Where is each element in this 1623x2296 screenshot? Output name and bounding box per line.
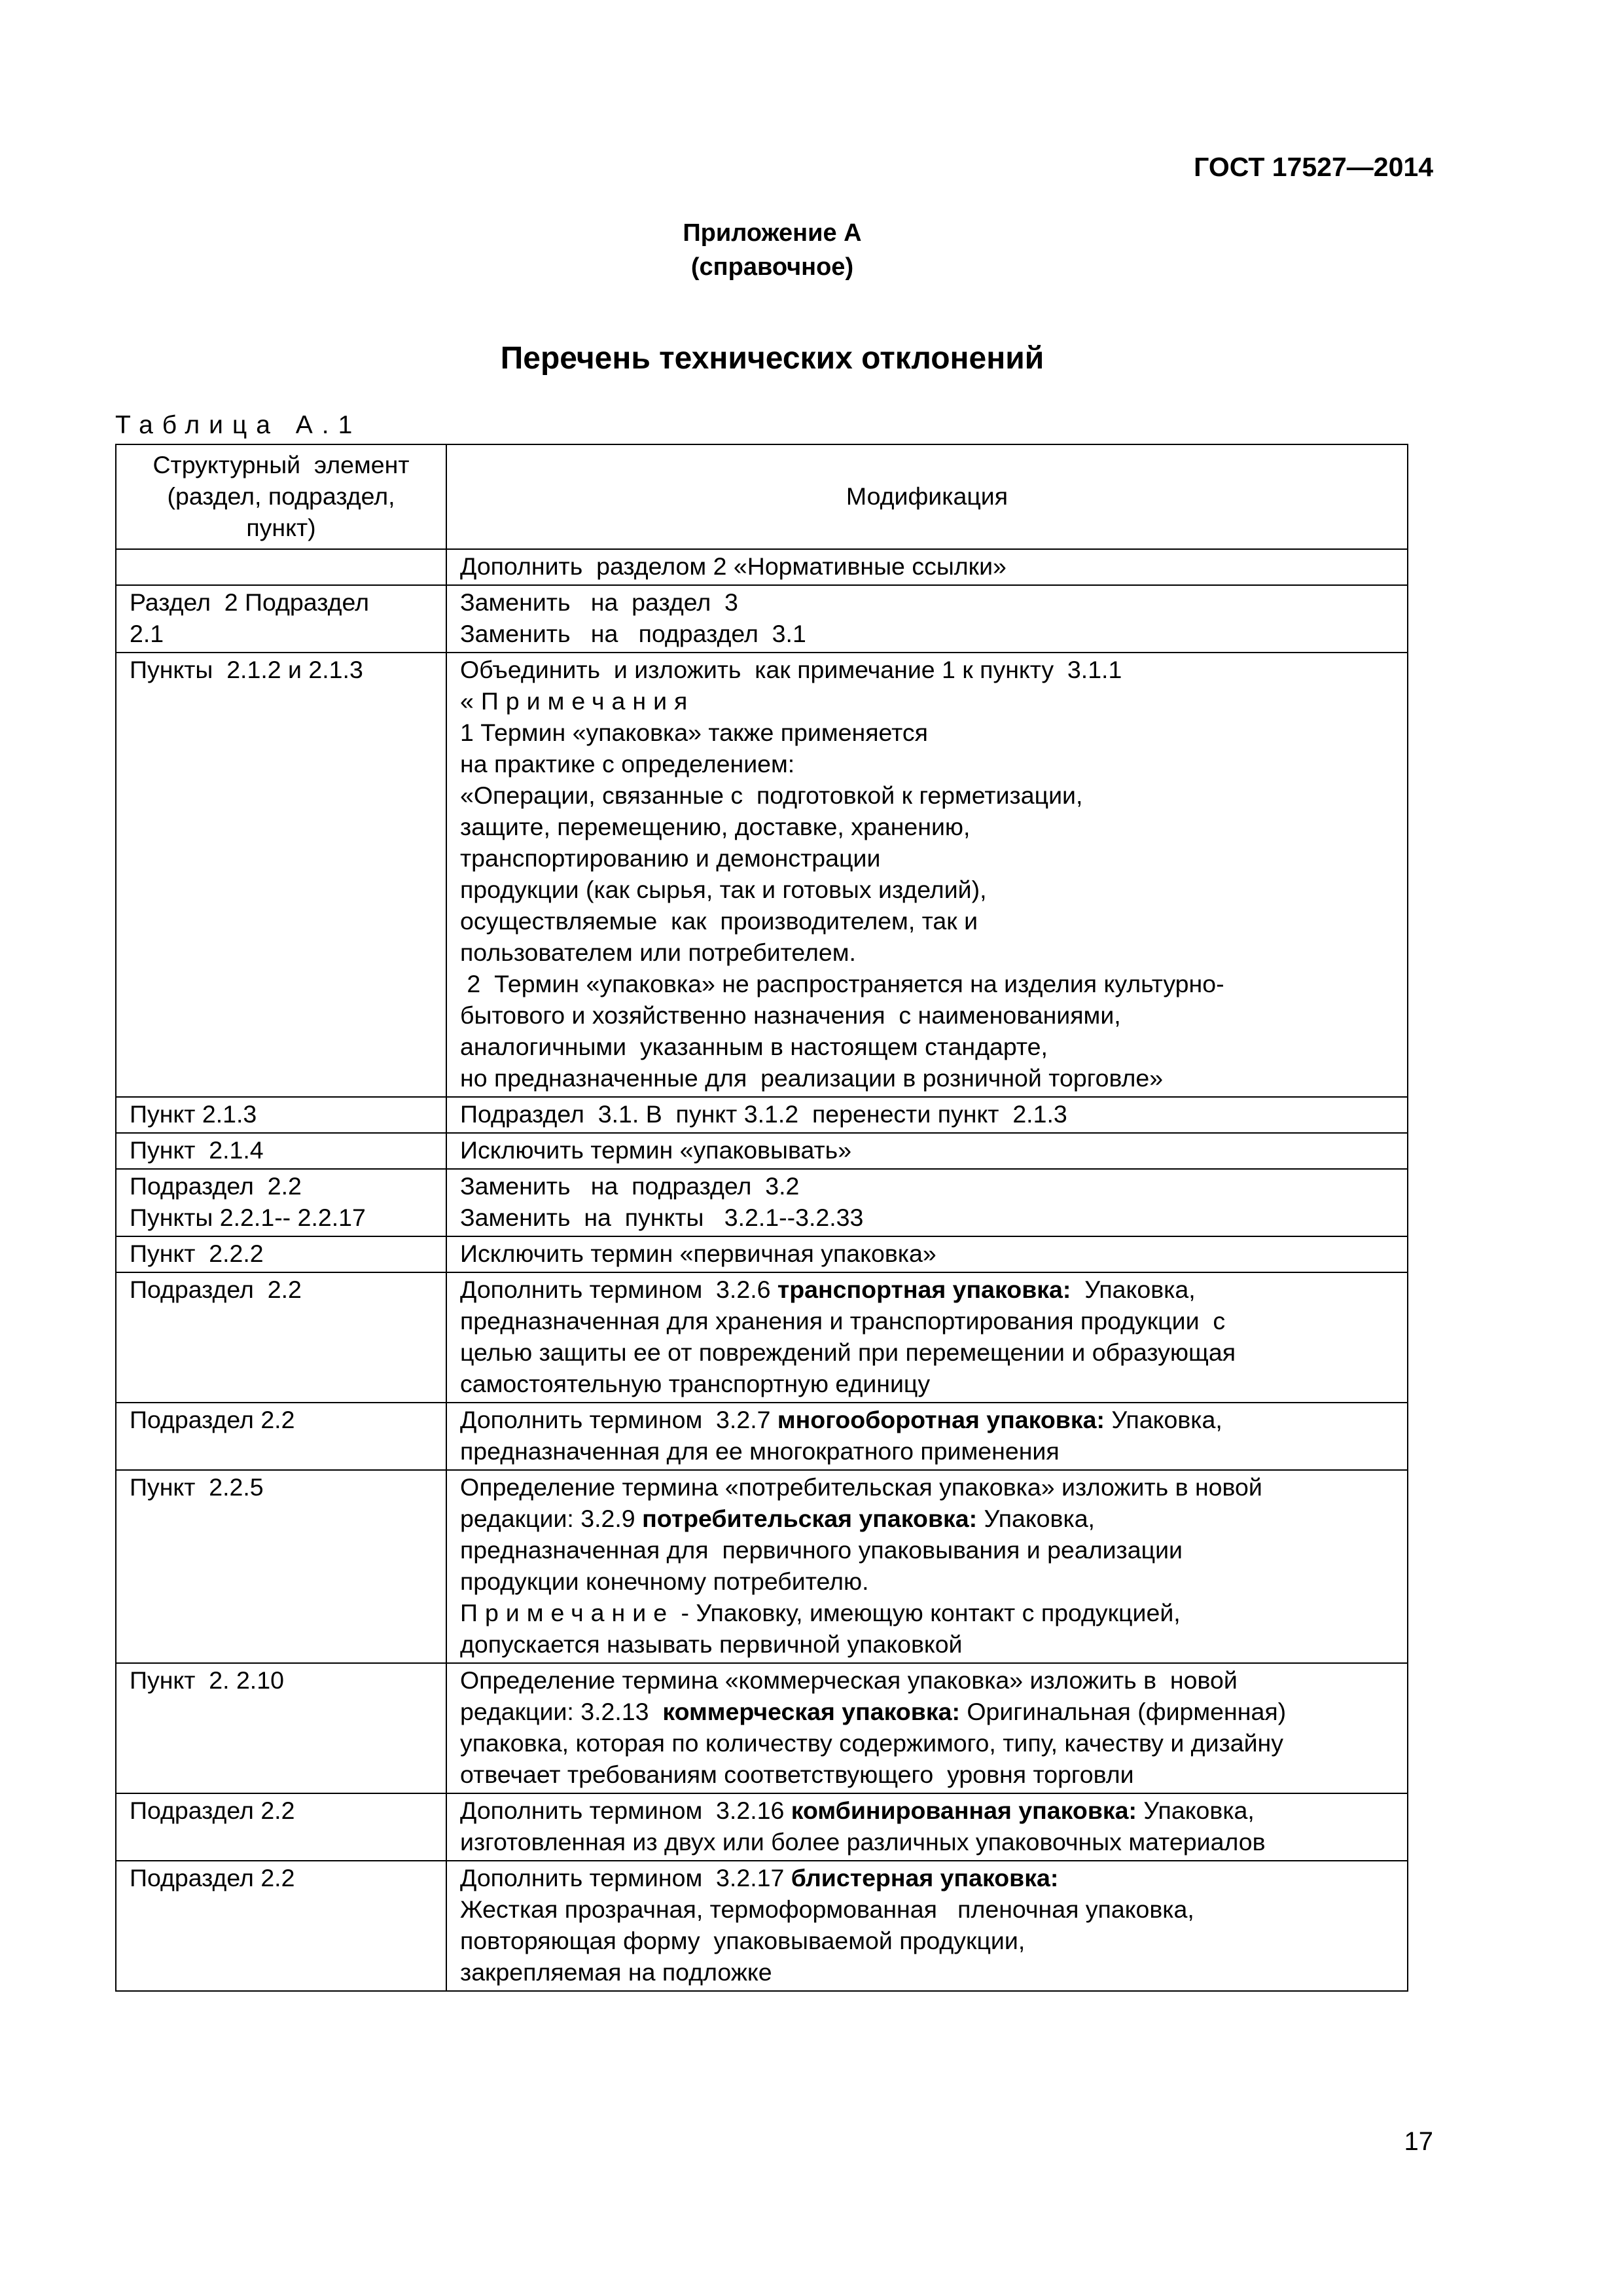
modification-text: Дополнить термином 3.2.6 [460, 1276, 777, 1303]
table-header-row [116, 444, 1408, 549]
modification-text: отвечает требованиям соответствующего уровня торговли [460, 1761, 1134, 1788]
modification-line [460, 1274, 1394, 1305]
element-line: Раздел 2 Подраздел [130, 588, 369, 616]
modification-line [460, 1925, 1394, 1956]
modification-text: 1 Термин «упаковка» также применяется [460, 719, 928, 746]
modification-text: Заменить на подраздел 3.2 [460, 1172, 800, 1200]
modification-cell [446, 1272, 1408, 1403]
modification-text: упаковка, которая по количеству содержимого, типу, качеству и дизайну [460, 1729, 1283, 1757]
modification-line [460, 717, 1394, 748]
modification-line [460, 1435, 1394, 1467]
modification-line [460, 1031, 1394, 1062]
modification-line [460, 1795, 1394, 1826]
term-name: блистерная упаковка: [791, 1864, 1059, 1892]
header-element-line: пункт) [246, 514, 316, 541]
modification-line [460, 550, 1394, 582]
header-structural-element [116, 444, 446, 549]
element-line: Подраздел 2.2 [130, 1864, 295, 1892]
modification-text: допускается называть первичной упаковкой [460, 1630, 963, 1658]
modification-text: Дополнить термином 3.2.7 [460, 1406, 777, 1433]
modification-text: Заменить на пункты 3.2.1--3.2.33 [460, 1204, 864, 1231]
modification-line [460, 1826, 1394, 1857]
modification-line [460, 811, 1394, 842]
modification-text: повторяющая форму упаковываемой продукции, [460, 1927, 1026, 1954]
modification-line [460, 654, 1394, 685]
modification-text: «Операции, связанные с подготовкой к герметизации, [460, 781, 1083, 809]
modification-line [460, 1664, 1394, 1696]
element-line: Пункт 2.2.5 [130, 1473, 264, 1501]
modification-cell [446, 1169, 1408, 1236]
modification-line [460, 748, 1394, 780]
modification-text: самостоятельную транспортную единицу [460, 1370, 931, 1397]
term-name: потребительская упаковка: [642, 1505, 978, 1532]
table-body [116, 549, 1408, 1991]
structural-element-cell [116, 1793, 446, 1861]
modification-line [460, 586, 1394, 618]
modification-text: защите, перемещению, доставке, хранению, [460, 813, 971, 840]
modification-text: Подраздел 3.1. В пункт 3.1.2 перенести пункт 2.1.3 [460, 1100, 1067, 1128]
structural-element-cell [116, 1470, 446, 1663]
modification-text: Оригинальная (фирменная) [959, 1698, 1287, 1725]
modification-line [460, 1471, 1394, 1503]
modification-line [460, 1628, 1394, 1660]
table-row [116, 1097, 1408, 1133]
table-caption: Таблица А.1 [115, 411, 362, 439]
modification-text: Исключить термин «первичная упаковка» [460, 1240, 936, 1267]
modification-text: Исключить термин «упаковывать» [460, 1136, 852, 1164]
page-title: Перечень технических отклонений [500, 341, 1044, 376]
modification-line [460, 1404, 1394, 1435]
modification-cell [446, 1861, 1408, 1991]
table-row [116, 585, 1408, 653]
modification-text: пользователем или потребителем. [460, 939, 856, 966]
modification-line [460, 905, 1394, 937]
modification-line [460, 1368, 1394, 1399]
term-name: коммерческая упаковка: [662, 1698, 960, 1725]
structural-element-cell [116, 1272, 446, 1403]
header-element-line: (раздел, подраздел, [167, 482, 395, 510]
modification-cell [446, 1403, 1408, 1470]
header-modification: Модификация [446, 444, 1408, 549]
modification-text: транспортированию и демонстрации [460, 844, 881, 872]
modification-text: - Упаковку, имеющую контакт с продукцией, [674, 1599, 1181, 1626]
element-line: Подраздел 2.2 [130, 1406, 295, 1433]
modification-cell [446, 1236, 1408, 1272]
table-row [116, 1169, 1408, 1236]
modification-text: целью защиты ее от повреждений при перемещении и образующая [460, 1338, 1236, 1366]
modification-line [460, 685, 1394, 717]
appendix-heading [0, 216, 1544, 284]
modification-line [460, 1305, 1394, 1336]
modification-cell [446, 653, 1408, 1097]
modification-text: Упаковка, [1071, 1276, 1196, 1303]
modification-cell [446, 585, 1408, 653]
modification-cell [446, 1793, 1408, 1861]
table-row [116, 1793, 1408, 1861]
modification-text: Дополнить термином 3.2.16 [460, 1797, 791, 1824]
modification-cell [446, 1663, 1408, 1793]
appendix-title: Приложение А [683, 219, 862, 247]
term-name: комбинированная упаковка: [791, 1797, 1137, 1824]
structural-element-cell [116, 1097, 446, 1133]
modification-line [460, 1597, 1394, 1628]
modification-line [460, 1534, 1394, 1566]
page-number: 17 [1404, 2127, 1433, 2156]
modification-text: Определение термина «коммерческая упаковка» изложить в новой [460, 1666, 1238, 1694]
modification-text: закрепляемая на подложке [460, 1958, 772, 1986]
modification-line [460, 1862, 1394, 1893]
modification-text: бытового и хозяйственно назначения с наименованиями, [460, 1001, 1121, 1029]
element-line: Пункт 2.2.2 [130, 1240, 264, 1267]
document-code: ГОСТ 17527—2014 [1194, 152, 1433, 182]
modification-text: Заменить на подраздел 3.1 [460, 620, 806, 647]
modification-cell [446, 1097, 1408, 1133]
modification-cell [446, 549, 1408, 585]
structural-element-cell [116, 1403, 446, 1470]
modification-line [460, 1759, 1394, 1790]
modification-line [460, 1696, 1394, 1727]
term-name: многооборотная упаковка: [777, 1406, 1105, 1433]
modification-text: Упаковка, [977, 1505, 1095, 1532]
modification-text: осуществляемые как производителем, так и [460, 907, 978, 935]
modification-line [460, 842, 1394, 874]
table-row [116, 1861, 1408, 1991]
table-row [116, 1236, 1408, 1272]
header-element-line: Структурный элемент [152, 451, 410, 478]
element-line: Пункт 2.1.4 [130, 1136, 264, 1164]
modification-text: предназначенная для хранения и транспортирования продукции с [460, 1307, 1226, 1335]
modification-text: на практике с определением: [460, 750, 795, 778]
modification-line [460, 1202, 1394, 1233]
modification-text: Определение термина «потребительская упаковка» изложить в новой [460, 1473, 1262, 1501]
modification-line [460, 618, 1394, 649]
element-line: Пункты 2.1.2 и 2.1.3 [130, 656, 363, 683]
modification-line [460, 999, 1394, 1031]
element-line: 2.1 [130, 620, 164, 647]
table-row [116, 1133, 1408, 1169]
modification-text: Объединить и изложить как примечание 1 к пункту 3.1.1 [460, 656, 1122, 683]
structural-element-cell [116, 1663, 446, 1793]
modification-line [460, 937, 1394, 968]
modification-text: Упаковка, [1104, 1406, 1222, 1433]
modification-text: «Примечания [460, 687, 695, 715]
modification-text: Дополнить термином 3.2.17 [460, 1864, 791, 1892]
modification-line [460, 1727, 1394, 1759]
modification-line [460, 968, 1394, 999]
modification-cell [446, 1133, 1408, 1169]
modification-text: Жесткая прозрачная, термоформованная пленочная упаковка, [460, 1895, 1194, 1923]
modification-line [460, 1238, 1394, 1269]
element-line: Подраздел 2.2 [130, 1797, 295, 1824]
modification-text: изготовленная из двух или более различных упаковочных материалов [460, 1828, 1266, 1856]
deviations-table [115, 444, 1408, 1992]
element-line [130, 550, 433, 582]
table-row [116, 1470, 1408, 1663]
table-row [116, 1403, 1408, 1470]
modification-line [460, 1134, 1394, 1166]
structural-element-cell [116, 1169, 446, 1236]
modification-line [460, 1336, 1394, 1368]
table-row [116, 1663, 1408, 1793]
modification-line [460, 1170, 1394, 1202]
modification-line [460, 1098, 1394, 1130]
element-line: Подраздел 2.2 [130, 1172, 302, 1200]
term-name: транспортная упаковка: [777, 1276, 1071, 1303]
element-line: Пункты 2.2.1-- 2.2.17 [130, 1204, 366, 1231]
modification-line [460, 1566, 1394, 1597]
modification-text: продукции (как сырья, так и готовых изделий), [460, 876, 987, 903]
modification-line [460, 1893, 1394, 1925]
modification-text: но предназначенные для реализации в розничной торговле» [460, 1064, 1164, 1092]
modification-line [460, 1062, 1394, 1094]
modification-text: предназначенная для ее многократного применения [460, 1437, 1060, 1465]
structural-element-cell [116, 549, 446, 585]
structural-element-cell [116, 1236, 446, 1272]
appendix-subtitle: (справочное) [690, 253, 854, 281]
element-line: Подраздел 2.2 [130, 1276, 302, 1303]
modification-text: продукции конечному потребителю. [460, 1568, 869, 1595]
modification-text: аналогичными указанным в настоящем стандарте, [460, 1033, 1048, 1060]
structural-element-cell [116, 585, 446, 653]
modification-line [460, 874, 1394, 905]
modification-text: Упаковка, [1137, 1797, 1255, 1824]
modification-line [460, 780, 1394, 811]
table-row [116, 1272, 1408, 1403]
element-line: Пункт 2.1.3 [130, 1100, 257, 1128]
modification-text: Заменить на раздел 3 [460, 588, 738, 616]
structural-element-cell [116, 653, 446, 1097]
modification-text: Дополнить разделом 2 «Нормативные ссылки» [460, 552, 1007, 580]
modification-text: редакции: 3.2.13 [460, 1698, 663, 1725]
modification-text: 2 Термин «упаковка» не распространяется на изделия культурно- [460, 970, 1224, 997]
table-row [116, 549, 1408, 585]
modification-text: предназначенная для первичного упаковывания и реализации [460, 1536, 1183, 1564]
modification-text: Примечание [460, 1599, 675, 1626]
table-row [116, 653, 1408, 1097]
element-line: Пункт 2. 2.10 [130, 1666, 284, 1694]
modification-text: редакции: 3.2.9 [460, 1505, 643, 1532]
structural-element-cell [116, 1133, 446, 1169]
structural-element-cell [116, 1861, 446, 1991]
modification-line [460, 1956, 1394, 1988]
modification-cell [446, 1470, 1408, 1663]
modification-line [460, 1503, 1394, 1534]
